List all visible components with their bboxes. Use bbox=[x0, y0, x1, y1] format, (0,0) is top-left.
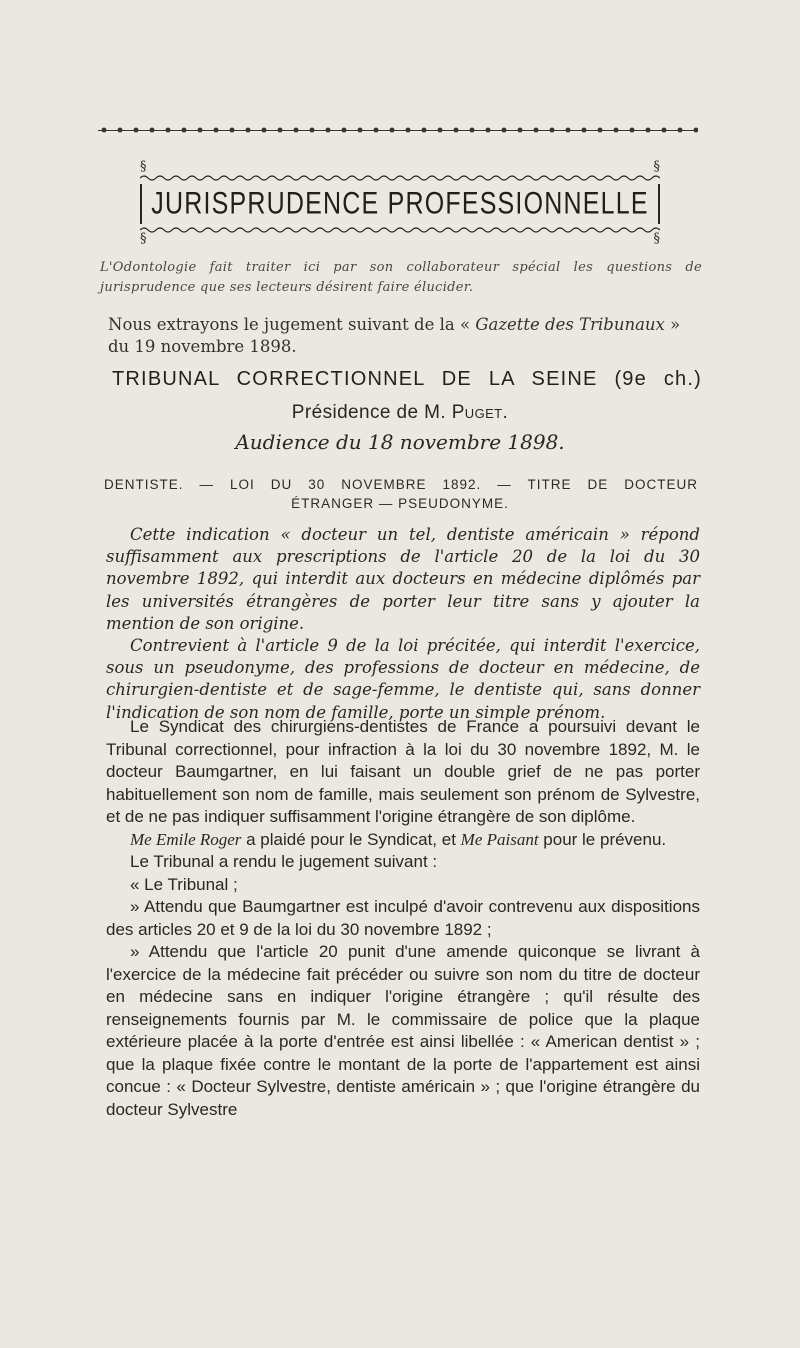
counsel-name: Me Paisant bbox=[460, 829, 539, 849]
presidence-name: Puget. bbox=[451, 402, 509, 423]
curl-ornament-icon: § bbox=[653, 231, 660, 246]
judgment-text bbox=[106, 716, 700, 1121]
lede-text: Nous extrayons le jugement suivant de la « bbox=[108, 315, 476, 334]
body-text: pour le prévenu. bbox=[538, 829, 667, 849]
body-paragraph: » Attendu que Baumgartner est inculpé d'avoir contrevenu aux dispositions des articles 20 et 9 de la loi du 30 novembre 1892 ; bbox=[106, 897, 700, 939]
wavy-rule-bottom bbox=[140, 226, 660, 234]
summary-paragraph: Contrevient à l'article 9 de la loi précitée, qui interdit l'exercice, sous un pseudonyme, des professions de docteur en médecine, de chirurgien-dentiste et de sage-femme, le dentiste qui, sans donner l'indication de son nom de famille, porte un simple prénom. bbox=[106, 636, 700, 722]
audience-line: Audience du 18 novembre 1898. bbox=[235, 430, 565, 454]
presidence-prefix: Présidence de M. bbox=[291, 402, 452, 423]
source-title: Gazette des Tribunaux bbox=[475, 315, 665, 334]
curl-ornament-icon: § bbox=[140, 231, 147, 246]
case-summary bbox=[106, 524, 700, 724]
editorial-note: L'Odontologie fait traiter ici par son collaborateur spécial les questions de jurisprudence que ses lecteurs désirent faire élucider. bbox=[100, 260, 702, 295]
body-paragraph: Le Tribunal a rendu le jugement suivant : bbox=[130, 852, 438, 871]
body-text: a plaidé pour le Syndicat, et bbox=[241, 829, 461, 849]
body-paragraph: Le Syndicat des chirurgiens-dentistes de France a poursuivi devant le Tribunal correctionnel, pour infraction à la loi du 30 novembre 1892, M. le docteur Baumgartner, en lui faisant un double grief de ne pas porter habituellement son nom de famille, mais seulement son prénom de Sylvestre, et de ne pas indiquer suffisamment l'origine étrangère de son diplôme. bbox=[106, 717, 700, 826]
section-title: JURISPRUDENCE PROFESSIONNELLE bbox=[151, 186, 649, 221]
counsel-name: Me Emile Roger bbox=[130, 829, 242, 849]
ornamental-border-rule bbox=[98, 124, 698, 136]
wavy-rule-top bbox=[140, 174, 660, 182]
subject-heading-line2: ÉTRANGER — PSEUDONYME. bbox=[291, 496, 509, 511]
court-heading: TRIBUNAL CORRECTIONNEL DE LA SEINE (9e ch.) bbox=[112, 368, 702, 390]
curl-ornament-icon: § bbox=[140, 159, 147, 174]
curl-ornament-icon: § bbox=[653, 159, 660, 174]
body-paragraph: « Le Tribunal ; bbox=[130, 874, 238, 894]
summary-paragraph: Cette indication « docteur un tel, dentiste américain » répond suffisamment aux prescriptions de l'article 20 de la loi du 30 novembre 1892, qui interdit aux docteurs en médecine diplômés par les universités étrangères de porter leur titre sans y ajouter la mention de son origine. bbox=[106, 525, 700, 633]
body-paragraph bbox=[106, 829, 700, 852]
lede-text: » du 19 novembre 1898. bbox=[108, 315, 681, 356]
presidence-line bbox=[0, 402, 800, 424]
lede-paragraph bbox=[108, 314, 698, 358]
body-paragraph: » Attendu que l'article 20 punit d'une amende quiconque se livrant à l'exercice de la médecine fait précéder ou suivre son nom du titre de docteur en médecine sans en indiquer l'origine étrangère ; qu'il résulte des renseignements fournis par M. le commissaire de police que la plaque extérieure placée à la porte d'entrée est ainsi libellée : « American dentist » ; que la plaque fixée contre le montant de la porte de l'appartement est ainsi concue : « Docteur Sylvestre, dentiste américain » ; que l'origine étrangère du docteur Sylvestre bbox=[106, 942, 700, 1119]
subject-heading-line1: DENTISTE. — LOI DU 30 NOVEMBRE 1892. — TITRE DE DOCTEUR bbox=[104, 477, 698, 492]
title-frame bbox=[140, 159, 660, 246]
